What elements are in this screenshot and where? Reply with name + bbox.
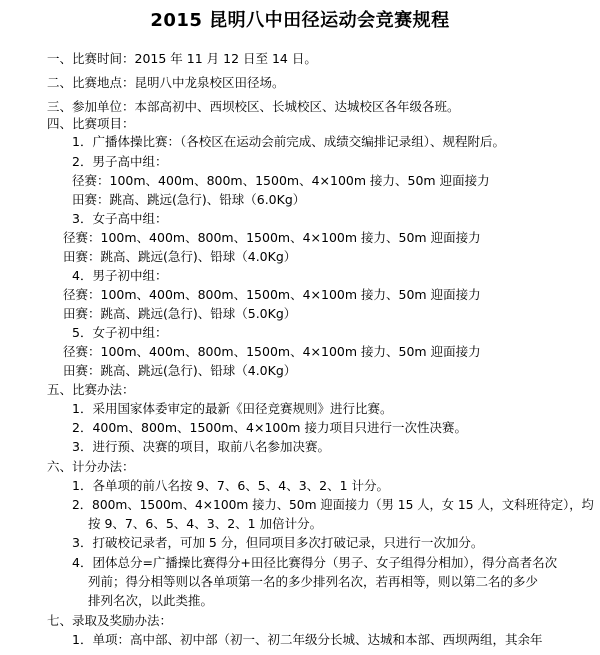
rules-item-2: 2．400m、800m、1500m、4×100m 接力项目只进行一次性决赛。 xyxy=(72,420,467,435)
section-scoring-heading: 六、计分办法： xyxy=(47,459,135,474)
track-events-girls-mid: 径赛：100m、400m、800m、1500m、4×100m 接力、50m 迎面接力 xyxy=(63,344,481,359)
scoring-item-4-cont-1: 列前；得分相等则以各单项第一名的多少排列名次，若再相等，则以第二名的多少 xyxy=(88,574,539,589)
scoring-item-1: 1．各单项的前八名按 9、7、6、5、4、3、2、1 计分。 xyxy=(72,478,390,493)
events-item-1: 1．广播体操比赛：（各校区在运动会前完成、成绩交编排记录组）、规程附后。 xyxy=(72,134,505,149)
field-events-girls-high: 田赛：跳高、跳远(急行)、铅球（4.0Kg） xyxy=(63,249,297,264)
scoring-item-4: 4．团体总分=广播操比赛得分+田径比赛得分（男子、女子组得分相加），得分高者名次 xyxy=(72,555,558,570)
section-awards-heading: 七、录取及奖励办法： xyxy=(47,613,173,628)
scoring-item-4-cont-2: 排列名次，以此类推。 xyxy=(88,593,214,608)
field-events-boys-mid: 田赛：跳高、跳远(急行)、铅球（5.0Kg） xyxy=(63,306,297,321)
section-participants: 三、参加单位：本部高初中、西坝校区、长城校区、达城校区各年级各班。 xyxy=(47,99,460,114)
section-events-heading: 四、比赛项目： xyxy=(47,116,135,131)
track-events-girls-high: 径赛：100m、400m、800m、1500m、4×100m 接力、50m 迎面接力 xyxy=(63,230,481,245)
track-events-boys-high: 径赛：100m、400m、800m、1500m、4×100m 接力、50m 迎面接力 xyxy=(72,173,490,188)
scoring-item-3: 3．打破校记录者，可加 5 分，但同项目多次打破记录，只进行一次加分。 xyxy=(72,535,484,550)
section-venue: 二、比赛地点：昆明八中龙泉校区田径场。 xyxy=(47,75,285,90)
field-events-girls-mid: 田赛：跳高、跳远(急行)、铅球（4.0Kg） xyxy=(63,363,297,378)
scoring-item-2-cont: 按 9、7、6、5、4、3、2、1 加倍计分。 xyxy=(88,516,323,531)
events-item-3: 3．女子高中组： xyxy=(72,211,168,226)
scoring-item-2: 2．800m、1500m、4×100m 接力、50m 迎面接力（男 15 人，女 15 人，文科班待定），均 xyxy=(72,498,594,512)
events-item-4: 4．男子初中组： xyxy=(72,268,168,283)
section-time: 一、比赛时间：2015 年 11 月 12 日至 14 日。 xyxy=(47,51,317,66)
events-item-5: 5．女子初中组： xyxy=(72,325,168,340)
rules-item-1: 1．采用国家体委审定的最新《田径竞赛规则》进行比赛。 xyxy=(72,401,393,416)
section-rules-heading: 五、比赛办法： xyxy=(47,382,135,397)
field-events-boys-high: 田赛：跳高、跳远(急行)、铅球（6.0Kg） xyxy=(72,192,306,207)
document-title: 2015 昆明八中田径运动会竞赛规程 xyxy=(150,10,450,31)
awards-item-1: 1．单项：高中部、初中部（初一、初二年级分长城、达城和本部、西坝两组，其余年 xyxy=(72,632,543,647)
rules-item-3: 3．进行预、决赛的项目，取前八名参加决赛。 xyxy=(72,439,330,454)
events-item-2: 2．男子高中组： xyxy=(72,154,168,169)
track-events-boys-mid: 径赛：100m、400m、800m、1500m、4×100m 接力、50m 迎面接力 xyxy=(63,287,481,302)
